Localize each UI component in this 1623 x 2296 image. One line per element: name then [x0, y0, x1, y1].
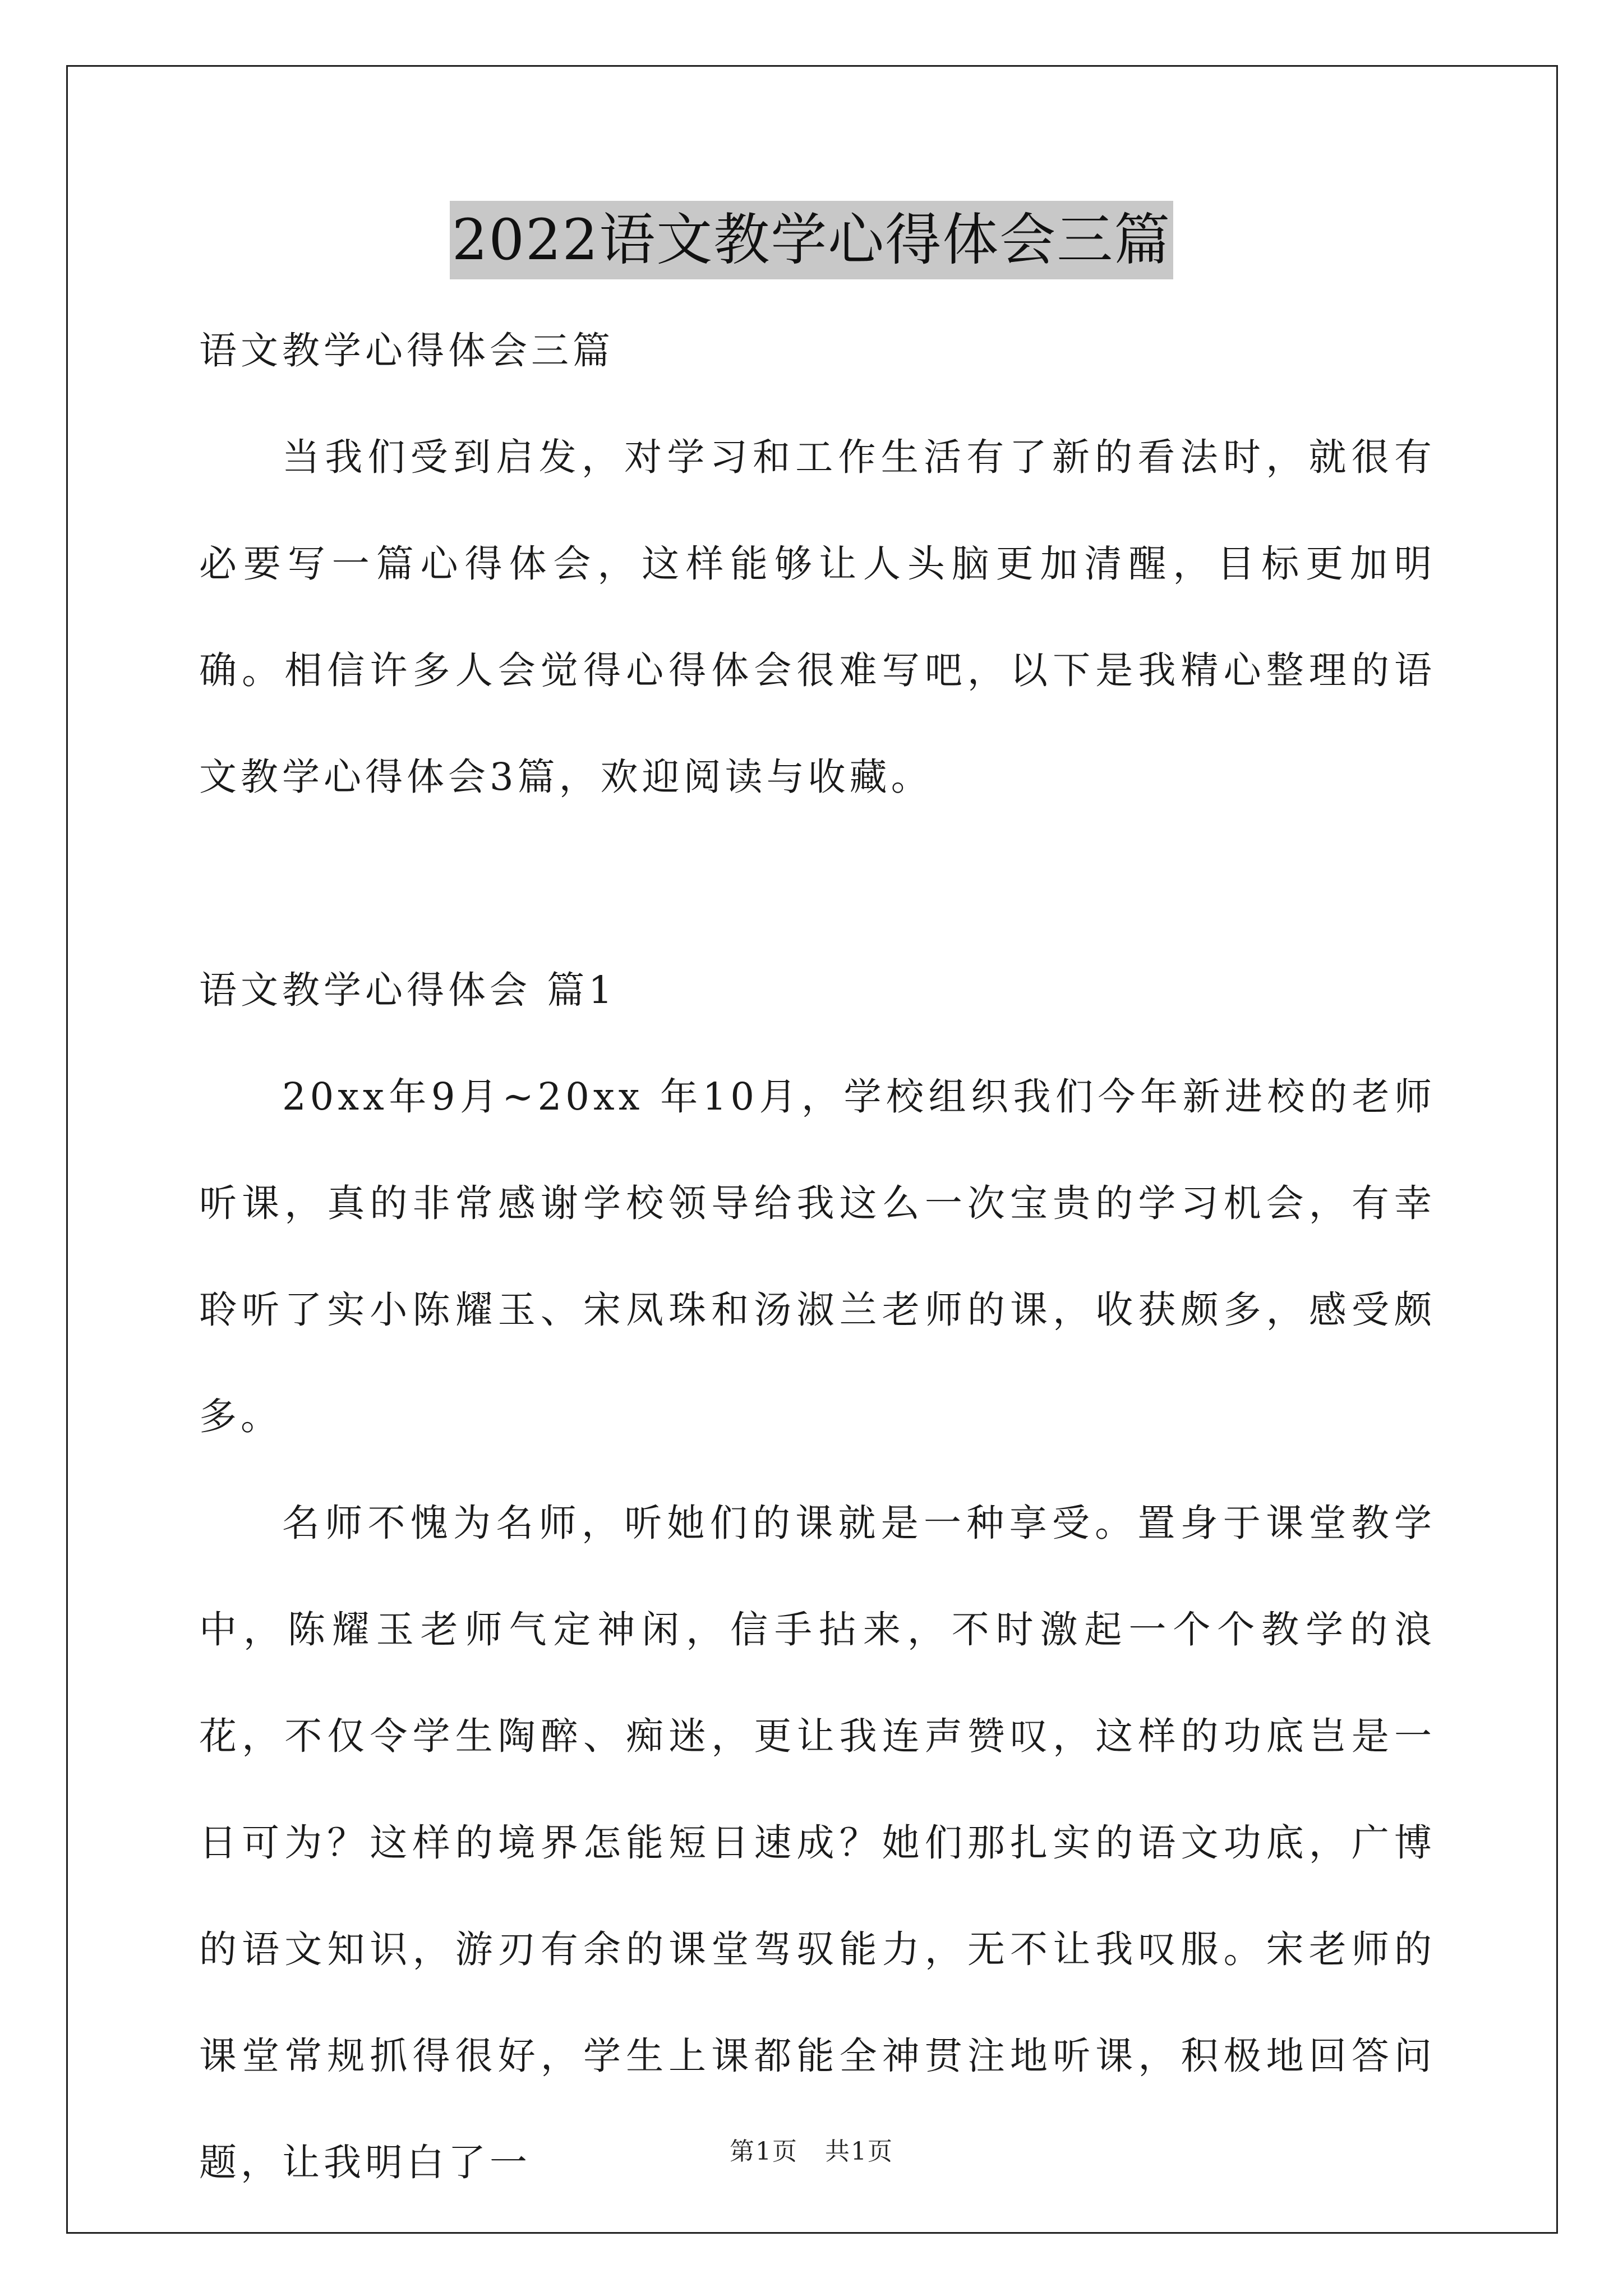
- page-footer: [0, 2135, 1623, 2169]
- page-total: 共1页: [825, 2137, 893, 2166]
- document-body: [199, 297, 1436, 2216]
- document-title: 2022语文教学心得体会三篇: [450, 201, 1174, 279]
- document-subtitle: 语文教学心得体会三篇: [199, 329, 614, 372]
- page-number: 第1页: [730, 2137, 798, 2166]
- body-paragraph-1: 20xx年9月~20xx 年10月，学校组织我们今年新进校的老师听课，真的非常感谢学校领导给我这么一次宝贵的学习机会，有幸聆听了实小陈耀玉、宋凤珠和汤淑兰老师的课，收获颇多，感受颇多。: [199, 1075, 1436, 1438]
- intro-paragraph: 当我们受到启发，对学习和工作生活有了新的看法时，就很有必要写一篇心得体会，这样能够让人头脑更加清醒，目标更加明确。相信许多人会觉得心得体会很难写吧，以下是我精心整理的语文教学心得体会3篇，欢迎阅读与收藏。: [199, 435, 1436, 799]
- title-container: [0, 201, 1623, 279]
- section-heading: 语文教学心得体会 篇1: [199, 968, 616, 1012]
- spacer: [199, 830, 1436, 937]
- body-paragraph-2: 名师不愧为名师，听她们的课就是一种享受。置身于课堂教学中，陈耀玉老师气定神闲，信手拈来，不时激起一个个教学的浪花，不仅令学生陶醉、痴迷，更让我连声赞叹，这样的功底岂是一日可为？这样的境界怎能短日速成？她们那扎实的语文功底，广博的语文知识，游刃有余的课堂驾驭能力，无不让我叹服。宋老师的课堂常规抓得很好，学生上课都能全神贯注地听课，积极地回答问题，让我明白了一: [199, 1501, 1436, 2184]
